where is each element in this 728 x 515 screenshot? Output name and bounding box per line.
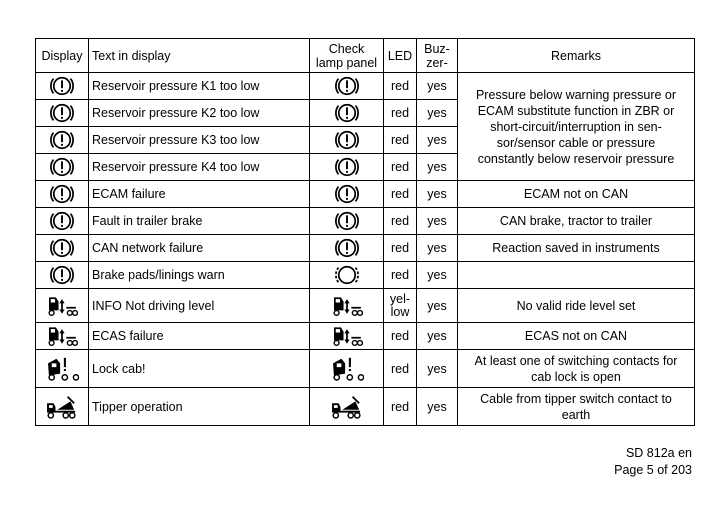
warning-circle-icon: [48, 262, 76, 288]
warning-circle-icon: [48, 154, 76, 180]
header-led: LED: [384, 39, 417, 73]
header-buzzer-line1: Buz-: [424, 41, 450, 56]
display-text: Reservoir pressure K4 too low: [89, 154, 310, 181]
display-cell: [36, 154, 89, 181]
warning-circle-icon: [48, 127, 76, 153]
buzzer-cell: yes: [417, 100, 458, 127]
display-text: CAN network failure: [89, 235, 310, 262]
led-cell: red: [384, 350, 417, 388]
table-row: [36, 181, 695, 208]
warning-circle-icon: [333, 208, 361, 234]
tipper-icon: [330, 393, 364, 421]
page-footer: [614, 445, 692, 479]
warning-circle-icon: [333, 154, 361, 180]
led-cell: red: [384, 127, 417, 154]
remarks-cell: [458, 262, 695, 289]
display-text: Reservoir pressure K1 too low: [89, 73, 310, 100]
warning-circle-icon: [48, 73, 76, 99]
display-text: Reservoir pressure K2 too low: [89, 100, 310, 127]
buzzer-cell: yes: [417, 208, 458, 235]
warning-circle-icon: [48, 235, 76, 261]
header-text-in-display: Text in display: [89, 39, 310, 73]
lamp-cell: [310, 100, 384, 127]
led-cell: red: [384, 181, 417, 208]
led-cell: [384, 289, 417, 323]
ride-level-icon: [46, 293, 78, 319]
lamp-cell: [310, 323, 384, 350]
remark-line: sor/sensor cable or pressure: [496, 135, 656, 150]
display-cell: [36, 100, 89, 127]
lamp-cell: [310, 181, 384, 208]
led-cell: red: [384, 73, 417, 100]
header-buzzer: [417, 39, 458, 73]
table-header-row: [36, 39, 695, 73]
remark-line: At least one of switching contacts for: [474, 353, 678, 368]
lamp-cell: [310, 262, 384, 289]
display-cell: [36, 262, 89, 289]
lamp-cell: [310, 388, 384, 426]
led-cell: red: [384, 235, 417, 262]
display-text: Tipper operation: [89, 388, 310, 426]
header-lamp-line2: lamp panel: [315, 55, 378, 70]
buzzer-cell: yes: [417, 350, 458, 388]
led-cell: red: [384, 323, 417, 350]
ride-level-icon: [46, 323, 78, 349]
display-cell: [36, 235, 89, 262]
display-cell: [36, 388, 89, 426]
warning-circle-icon: [333, 73, 361, 99]
led-cell: red: [384, 100, 417, 127]
buzzer-cell: yes: [417, 388, 458, 426]
display-cell: [36, 350, 89, 388]
remark-line: earth: [561, 407, 591, 422]
buzzer-cell: yes: [417, 73, 458, 100]
lamp-cell: [310, 350, 384, 388]
header-check-lamp-panel: [310, 39, 384, 73]
table-row: [36, 388, 695, 426]
led-cell: red: [384, 154, 417, 181]
warning-circle-icon: [333, 100, 361, 126]
buzzer-cell: yes: [417, 127, 458, 154]
display-text: Lock cab!: [89, 350, 310, 388]
buzzer-cell: yes: [417, 181, 458, 208]
remarks-cell: CAN brake, tractor to trailer: [458, 208, 695, 235]
tipper-icon: [45, 393, 79, 421]
table-row: [36, 235, 695, 262]
display-text: Reservoir pressure K3 too low: [89, 127, 310, 154]
header-lamp-line1: Check: [328, 41, 365, 56]
remark-line: constantly below reservoir pressure: [477, 151, 675, 166]
display-cell: [36, 73, 89, 100]
remarks-cell: No valid ride level set: [458, 289, 695, 323]
header-buzzer-line2: zer-: [426, 55, 448, 70]
page-number: Page 5 of 203: [614, 463, 692, 477]
warning-circle-icon: [48, 181, 76, 207]
remarks-cell: [458, 388, 695, 426]
remark-line: ECAM substitute function in ZBR or: [477, 103, 675, 118]
display-text: ECAM failure: [89, 181, 310, 208]
cab-lock-icon: [330, 355, 364, 383]
table-row: [36, 323, 695, 350]
document-id: SD 812a en: [625, 446, 692, 460]
warning-circle-icon: [48, 208, 76, 234]
buzzer-cell: yes: [417, 154, 458, 181]
remark-line: Cable from tipper switch contact to: [480, 391, 672, 406]
led-cell: red: [384, 388, 417, 426]
display-text: INFO Not driving level: [89, 289, 310, 323]
display-cell: [36, 323, 89, 350]
remark-line: Pressure below warning pressure or: [475, 87, 677, 102]
table-row: [36, 262, 695, 289]
table-row: [36, 73, 695, 100]
display-text: Brake pads/linings warn: [89, 262, 310, 289]
display-cell: [36, 289, 89, 323]
brake-lining-icon: [333, 262, 361, 288]
display-cell: [36, 208, 89, 235]
display-cell: [36, 181, 89, 208]
buzzer-cell: yes: [417, 235, 458, 262]
buzzer-cell: yes: [417, 323, 458, 350]
warning-circle-icon: [333, 127, 361, 153]
remarks-cell: [458, 350, 695, 388]
header-display: Display: [36, 39, 89, 73]
pressure-remark-cell: [458, 73, 695, 181]
lamp-cell: [310, 127, 384, 154]
lamp-cell: [310, 73, 384, 100]
remarks-cell: ECAM not on CAN: [458, 181, 695, 208]
buzzer-cell: yes: [417, 262, 458, 289]
lamp-cell: [310, 289, 384, 323]
led-line1: yel-: [389, 291, 411, 306]
warning-circle-icon: [333, 181, 361, 207]
display-text: Fault in trailer brake: [89, 208, 310, 235]
table-row: [36, 208, 695, 235]
remarks-cell: ECAS not on CAN: [458, 323, 695, 350]
header-remarks: Remarks: [458, 39, 695, 73]
remark-line: cab lock is open: [531, 369, 621, 384]
lamp-cell: [310, 208, 384, 235]
remarks-cell: Reaction saved in instruments: [458, 235, 695, 262]
lamp-cell: [310, 154, 384, 181]
remark-line: short-circuit/interruption in sen-: [490, 119, 662, 134]
ride-level-icon: [331, 323, 363, 349]
warning-circle-icon: [48, 100, 76, 126]
warning-table: [35, 38, 695, 426]
warning-circle-icon: [333, 235, 361, 261]
led-cell: red: [384, 262, 417, 289]
led-cell: red: [384, 208, 417, 235]
ride-level-icon: [331, 293, 363, 319]
table-row: [36, 350, 695, 388]
led-line2: low: [390, 304, 410, 319]
lamp-cell: [310, 235, 384, 262]
display-text: ECAS failure: [89, 323, 310, 350]
buzzer-cell: yes: [417, 289, 458, 323]
table-row: [36, 289, 695, 323]
cab-lock-icon: [45, 355, 79, 383]
display-cell: [36, 127, 89, 154]
